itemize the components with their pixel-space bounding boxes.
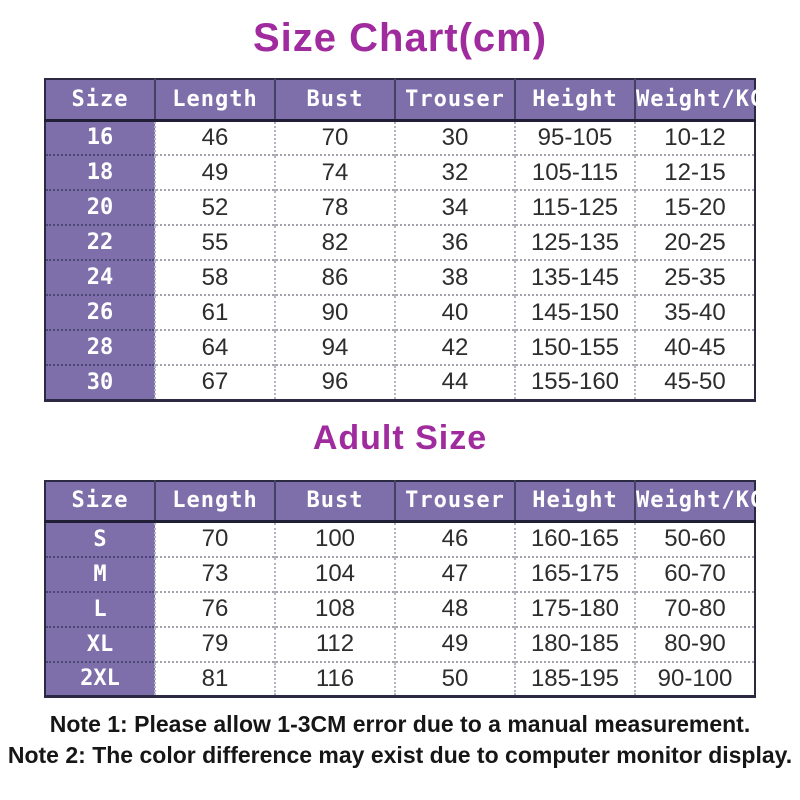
size-cell: XL bbox=[45, 627, 155, 662]
value-cell: 95-105 bbox=[515, 120, 635, 155]
value-cell: 105-115 bbox=[515, 155, 635, 190]
value-cell: 125-135 bbox=[515, 225, 635, 260]
column-header: Bust bbox=[275, 79, 395, 120]
value-cell: 135-145 bbox=[515, 260, 635, 295]
table-row bbox=[45, 155, 755, 190]
value-cell: 50 bbox=[395, 662, 515, 697]
value-cell: 70-80 bbox=[635, 592, 755, 627]
value-cell: 48 bbox=[395, 592, 515, 627]
size-cell: 30 bbox=[45, 365, 155, 400]
adult-size-table bbox=[44, 480, 765, 699]
size-cell: M bbox=[45, 557, 155, 592]
value-cell: 74 bbox=[275, 155, 395, 190]
value-cell: 52 bbox=[155, 190, 275, 225]
value-cell: 20-25 bbox=[635, 225, 755, 260]
adult-size-title: Adult Size bbox=[312, 418, 488, 457]
column-header: Weight/KG bbox=[635, 79, 755, 120]
size-cell: 24 bbox=[45, 260, 155, 295]
value-cell: 45-50 bbox=[635, 365, 755, 400]
value-cell: 96 bbox=[275, 365, 395, 400]
table-row bbox=[45, 557, 755, 592]
size-cell: 2XL bbox=[45, 662, 155, 697]
value-cell: 80-90 bbox=[635, 627, 755, 662]
table-row bbox=[45, 295, 755, 330]
value-cell: 86 bbox=[275, 260, 395, 295]
value-cell: 115-125 bbox=[515, 190, 635, 225]
value-cell: 70 bbox=[155, 522, 275, 557]
value-cell: 40 bbox=[395, 295, 515, 330]
value-cell: 160-165 bbox=[515, 522, 635, 557]
column-header: Size bbox=[45, 79, 155, 120]
value-cell: 116 bbox=[275, 662, 395, 697]
value-cell: 81 bbox=[155, 662, 275, 697]
table-row bbox=[45, 225, 755, 260]
value-cell: 44 bbox=[395, 365, 515, 400]
column-header: Length bbox=[155, 481, 275, 522]
value-cell: 40-45 bbox=[635, 330, 755, 365]
column-header: Bust bbox=[275, 481, 395, 522]
value-cell: 90 bbox=[275, 295, 395, 330]
value-cell: 42 bbox=[395, 330, 515, 365]
value-cell: 104 bbox=[275, 557, 395, 592]
size-cell: 18 bbox=[45, 155, 155, 190]
size-cell: 20 bbox=[45, 190, 155, 225]
value-cell: 46 bbox=[395, 522, 515, 557]
value-cell: 150-155 bbox=[515, 330, 635, 365]
table-row bbox=[45, 260, 755, 295]
value-cell: 46 bbox=[155, 120, 275, 155]
value-cell: 112 bbox=[275, 627, 395, 662]
table-row bbox=[45, 662, 755, 697]
value-cell: 90-100 bbox=[635, 662, 755, 697]
value-cell: 36 bbox=[395, 225, 515, 260]
size-cell: L bbox=[45, 592, 155, 627]
value-cell: 82 bbox=[275, 225, 395, 260]
table-row bbox=[45, 522, 755, 557]
value-cell: 10-12 bbox=[635, 120, 755, 155]
value-cell: 32 bbox=[395, 155, 515, 190]
size-cell: S bbox=[45, 522, 155, 557]
kids-header-row bbox=[45, 79, 755, 120]
value-cell: 49 bbox=[395, 627, 515, 662]
value-cell: 165-175 bbox=[515, 557, 635, 592]
column-header: Size bbox=[45, 481, 155, 522]
adult-header-row bbox=[45, 481, 755, 522]
table-row bbox=[45, 120, 755, 155]
table-row bbox=[45, 592, 755, 627]
value-cell: 50-60 bbox=[635, 522, 755, 557]
value-cell: 64 bbox=[155, 330, 275, 365]
column-header: Height bbox=[515, 79, 635, 120]
size-cell: 26 bbox=[45, 295, 155, 330]
value-cell: 25-35 bbox=[635, 260, 755, 295]
value-cell: 67 bbox=[155, 365, 275, 400]
value-cell: 79 bbox=[155, 627, 275, 662]
value-cell: 108 bbox=[275, 592, 395, 627]
value-cell: 155-160 bbox=[515, 365, 635, 400]
value-cell: 12-15 bbox=[635, 155, 755, 190]
size-cell: 28 bbox=[45, 330, 155, 365]
value-cell: 145-150 bbox=[515, 295, 635, 330]
value-cell: 47 bbox=[395, 557, 515, 592]
table-row bbox=[45, 190, 755, 225]
value-cell: 70 bbox=[275, 120, 395, 155]
value-cell: 35-40 bbox=[635, 295, 755, 330]
value-cell: 73 bbox=[155, 557, 275, 592]
column-header: Height bbox=[515, 481, 635, 522]
kids-size-table bbox=[44, 78, 765, 402]
column-header: Trouser bbox=[395, 79, 515, 120]
column-header: Weight/KG bbox=[635, 481, 755, 522]
value-cell: 60-70 bbox=[635, 557, 755, 592]
value-cell: 100 bbox=[275, 522, 395, 557]
value-cell: 58 bbox=[155, 260, 275, 295]
page-title: Size Chart(cm) bbox=[252, 16, 548, 60]
table-row bbox=[45, 330, 755, 365]
value-cell: 49 bbox=[155, 155, 275, 190]
value-cell: 15-20 bbox=[635, 190, 755, 225]
note-2: Note 2: The color difference may exist due to computer monitor display. bbox=[7, 742, 793, 768]
value-cell: 185-195 bbox=[515, 662, 635, 697]
value-cell: 34 bbox=[395, 190, 515, 225]
column-header: Trouser bbox=[395, 481, 515, 522]
column-header: Length bbox=[155, 79, 275, 120]
size-cell: 16 bbox=[45, 120, 155, 155]
table-row bbox=[45, 627, 755, 662]
value-cell: 30 bbox=[395, 120, 515, 155]
value-cell: 76 bbox=[155, 592, 275, 627]
value-cell: 78 bbox=[275, 190, 395, 225]
value-cell: 61 bbox=[155, 295, 275, 330]
notes-section bbox=[0, 709, 800, 771]
value-cell: 94 bbox=[275, 330, 395, 365]
note-1: Note 1: Please allow 1-3CM error due to a manual measurement. bbox=[49, 711, 751, 737]
value-cell: 55 bbox=[155, 225, 275, 260]
size-cell: 22 bbox=[45, 225, 155, 260]
table-row bbox=[45, 365, 755, 400]
value-cell: 180-185 bbox=[515, 627, 635, 662]
value-cell: 175-180 bbox=[515, 592, 635, 627]
value-cell: 38 bbox=[395, 260, 515, 295]
